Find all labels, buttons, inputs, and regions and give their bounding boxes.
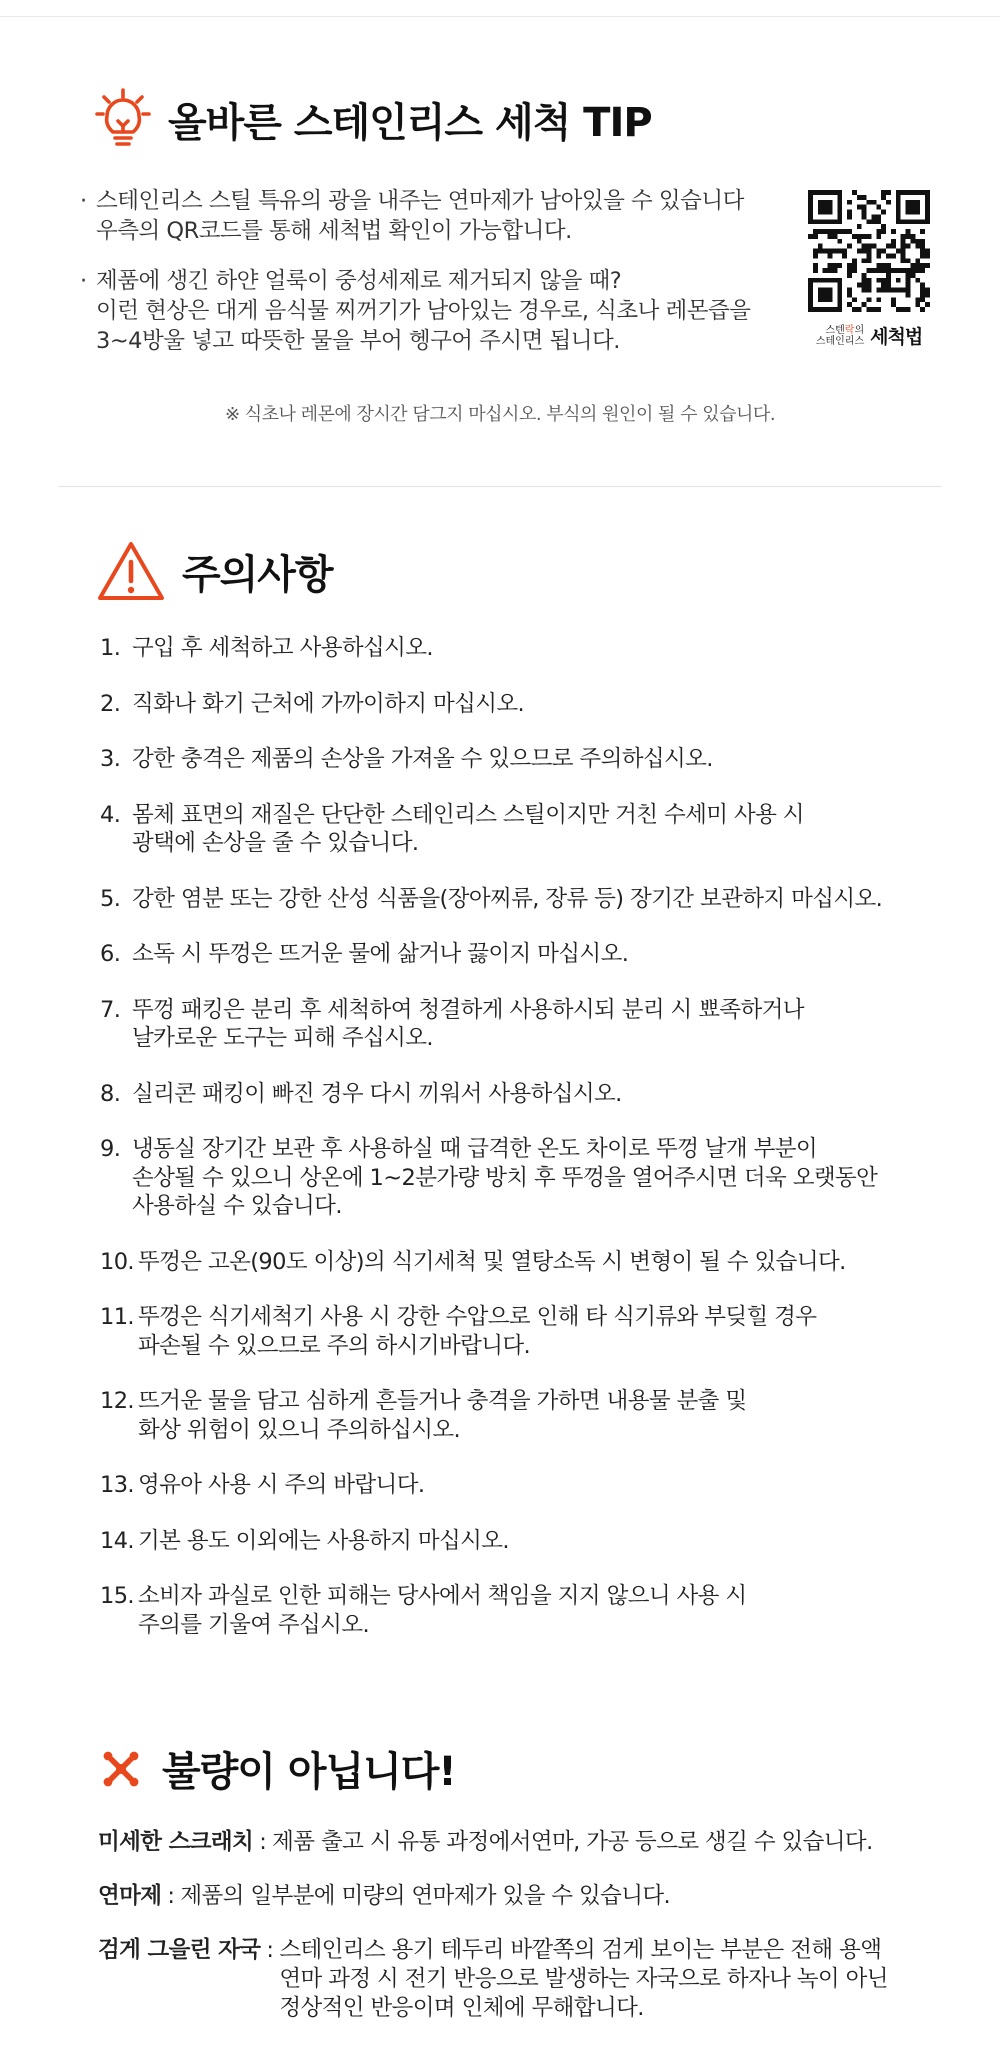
caution-item [100,801,920,858]
notdefect-colon: : [266,1937,274,1963]
caution-item [100,634,920,663]
caution-item [100,1135,920,1221]
caution-number: 1. [100,635,121,661]
notdefect-colon: : [259,1829,267,1855]
notdefect-item [98,1936,938,2023]
warning-triangle-icon [96,540,166,602]
notdefect-colon: : [167,1883,175,1909]
caution-item [100,690,920,719]
caution-number: 2. [100,690,121,717]
caution-item [100,1248,920,1277]
section-divider [58,486,942,487]
caution-text: 강한 염분 또는 강한 산성 식품을(장아찌류, 장류 등) 장기간 보관하지 마십시오. [132,885,883,912]
tip-title: 올바른 스테인리스 세척 TIP [168,99,652,146]
caution-number: 6. [100,941,121,967]
lightbulb-icon [94,88,152,150]
caution-number: 12. [100,1388,134,1414]
qr-caption-big: 세척법 [870,326,923,348]
caution-text: 영유아 사용 시 주의 바랍니다. [138,1472,425,1498]
caution-item [100,1471,920,1500]
caution-item [100,940,920,969]
qr-block[interactable] [808,190,930,349]
caution-text: 뚜껑은 고온(90도 이상)의 식기세척 및 열탕소독 시 변형이 될 수 있습니다. [138,1248,846,1275]
qr-caption-small [816,325,864,347]
notdefect-list [98,1828,938,2048]
qr-caption [808,322,930,349]
caution-number: 10. [100,1248,134,1275]
caution-number: 3. [100,746,121,772]
caution-item [100,1303,920,1360]
notdefect-term: 연마제 [98,1883,162,1909]
qr-caption-particle: 의 [854,324,865,336]
caution-number: 14. [100,1527,134,1554]
caution-item [100,745,920,774]
top-divider [0,16,1000,17]
bullet: · [80,268,87,294]
caution-number: 11. [100,1304,134,1330]
tip-list [80,186,780,376]
notdefect-title: 불량이 아닙니다! [162,1749,456,1795]
caution-text: 몸체 표면의 재질은 단단한 스테인리스 스틸이지만 거친 수세미 사용 시 광택에 손상을 줄 수 있습니다. [132,801,804,856]
tip-item [80,186,780,246]
caution-item [100,1387,920,1444]
caution-item [100,1527,920,1556]
notdefect-term: 미세한 스크래치 [98,1829,254,1855]
caution-header [96,540,333,602]
qr-caption-brand-accent: 락 [844,324,855,336]
notdefect-term: 검게 그을린 자국 [98,1937,261,1963]
notdefect-header [98,1740,456,1797]
caution-number: 13. [100,1472,134,1498]
notdefect-item [98,1882,938,1911]
caution-text: 냉동실 장기간 보관 후 사용하실 때 급격한 온도 차이로 뚜껑 날개 부분이 손상될 수 있으니 상온에 1~2분가량 방치 후 뚜껑을 열어주시면 더욱 오랫동안 사용하실 수 있습니다. [132,1136,878,1219]
caution-text: 기본 용도 이외에는 사용하지 마십시오. [138,1527,509,1554]
caution-item [100,1582,920,1639]
tip-text: 스테인리스 스틸 특유의 광을 내주는 연마제가 남아있을 수 있습니다 우측의 QR코드를 통해 세척법 확인이 가능합니다. [96,188,744,244]
notdefect-desc: 스테인리스 용기 테두리 바깥쪽의 검게 보이는 부분은 전해 용액 연마 과정 시 전기 반응으로 발생하는 자국으로 하자나 녹이 아닌 정상적인 반응이며 인체에 무해합니다. [279,1937,888,2021]
caution-list [100,634,920,1666]
caution-number: 8. [100,1080,121,1107]
tip-note: ※ 식초나 레몬에 장시간 담그지 마십시오. 부식의 원인이 될 수 있습니다. [224,404,776,425]
caution-item [100,885,920,914]
caution-item [100,996,920,1053]
bullet: · [80,188,87,214]
caution-title: 주의사항 [182,551,333,598]
caution-item [100,1080,920,1109]
caution-number: 9. [100,1136,121,1162]
caution-text: 뚜껑 패킹은 분리 후 세척하여 청결하게 사용하시되 분리 시 뾰족하거나 날카로운 도구는 피해 주십시오. [132,996,804,1051]
caution-number: 5. [100,885,121,912]
caution-number: 15. [100,1583,134,1609]
qr-caption-brand: 스텐 [825,324,845,336]
caution-number: 7. [100,996,121,1023]
x-mark-icon [98,1746,144,1792]
qr-caption-stainless: 스테인리스 [815,335,865,347]
tip-item [80,266,780,356]
caution-text: 뜨거운 물을 담고 심하게 흔들거나 충격을 가하면 내용물 분출 및 화상 위험이 있으니 주의하십시오. [138,1388,747,1443]
notdefect-desc: 제품의 일부분에 미량의 연마제가 있을 수 있습니다. [180,1883,671,1909]
qr-code-icon[interactable] [808,190,930,312]
caution-text: 소독 시 뚜껑은 뜨거운 물에 삶거나 끓이지 마십시오. [132,941,629,967]
caution-text: 소비자 과실로 인한 피해는 당사에서 책임을 지지 않으니 사용 시 주의를 기울여 주십시오. [138,1583,747,1638]
tip-header [94,88,652,150]
caution-text: 직화나 화기 근처에 가까이하지 마십시오. [132,690,525,717]
caution-text: 실리콘 패킹이 빠진 경우 다시 끼워서 사용하십시오. [132,1080,622,1107]
caution-text: 강한 충격은 제품의 손상을 가져올 수 있으므로 주의하십시오. [132,746,713,772]
notdefect-desc: 제품 출고 시 유통 과정에서연마, 가공 등으로 생길 수 있습니다. [272,1829,873,1855]
caution-text: 뚜껑은 식기세척기 사용 시 강한 수압으로 인해 타 식기류와 부딪힐 경우 파손될 수 있으므로 주의 하시기바랍니다. [138,1304,817,1359]
notdefect-item [98,1828,938,1857]
caution-text: 구입 후 세척하고 사용하십시오. [132,635,433,661]
tip-text: 제품에 생긴 하얀 얼룩이 중성세제로 제거되지 않을 때? 이런 현상은 대게 음식물 찌꺼기가 남아있는 경우로, 식초나 레몬즙을 3~4방울 넣고 따뜻한 물을 부어 헹구어 주시면 됩니다. [96,268,751,354]
caution-number: 4. [100,801,121,828]
